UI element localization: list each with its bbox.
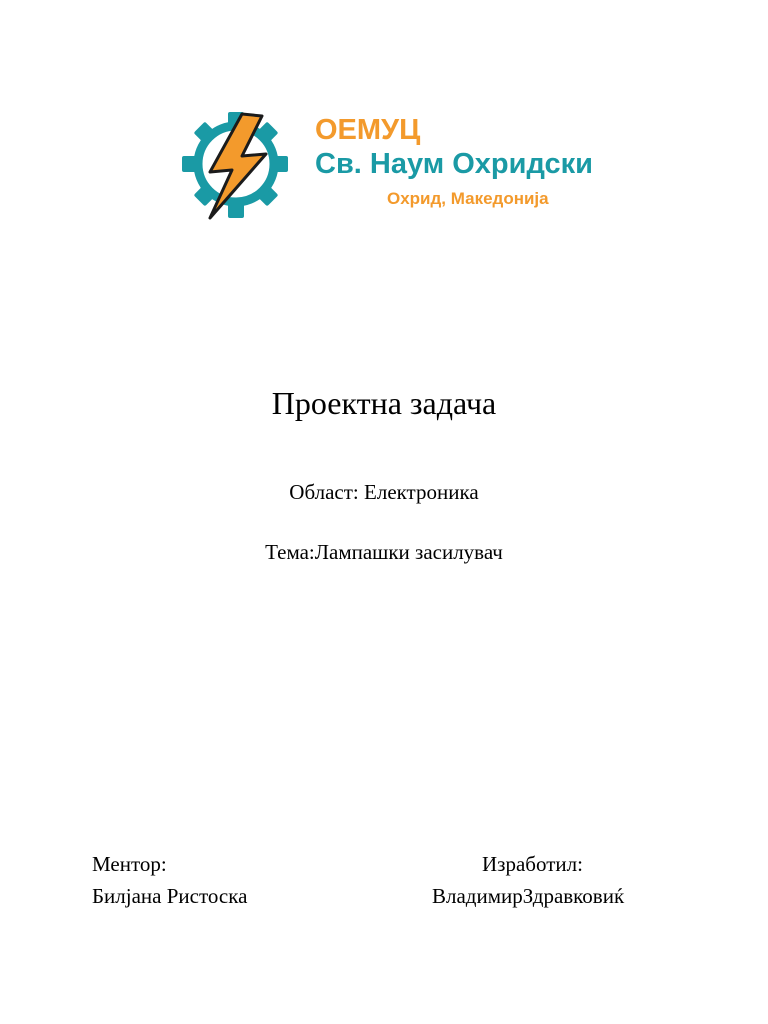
- mentor-name: Билјана Ристоска: [92, 884, 248, 908]
- logo-location: Охрид, Македонија: [387, 189, 549, 208]
- author-label: Изработил:: [482, 852, 583, 876]
- project-topic: Тема:Лампашки засилувач: [265, 540, 503, 564]
- subject-area: Област: Електроника: [289, 480, 479, 504]
- school-logo: [180, 110, 620, 220]
- document-title: Проектна задача: [271, 385, 497, 421]
- logo-school-name: Св. Наум Охридски: [315, 148, 593, 180]
- gear-lightning-icon: [180, 110, 290, 220]
- logo-organization: ОЕМУЦ: [315, 114, 421, 146]
- mentor-label: Ментор:: [92, 852, 167, 876]
- author-name: ВладимирЗдравковиќ: [432, 884, 625, 908]
